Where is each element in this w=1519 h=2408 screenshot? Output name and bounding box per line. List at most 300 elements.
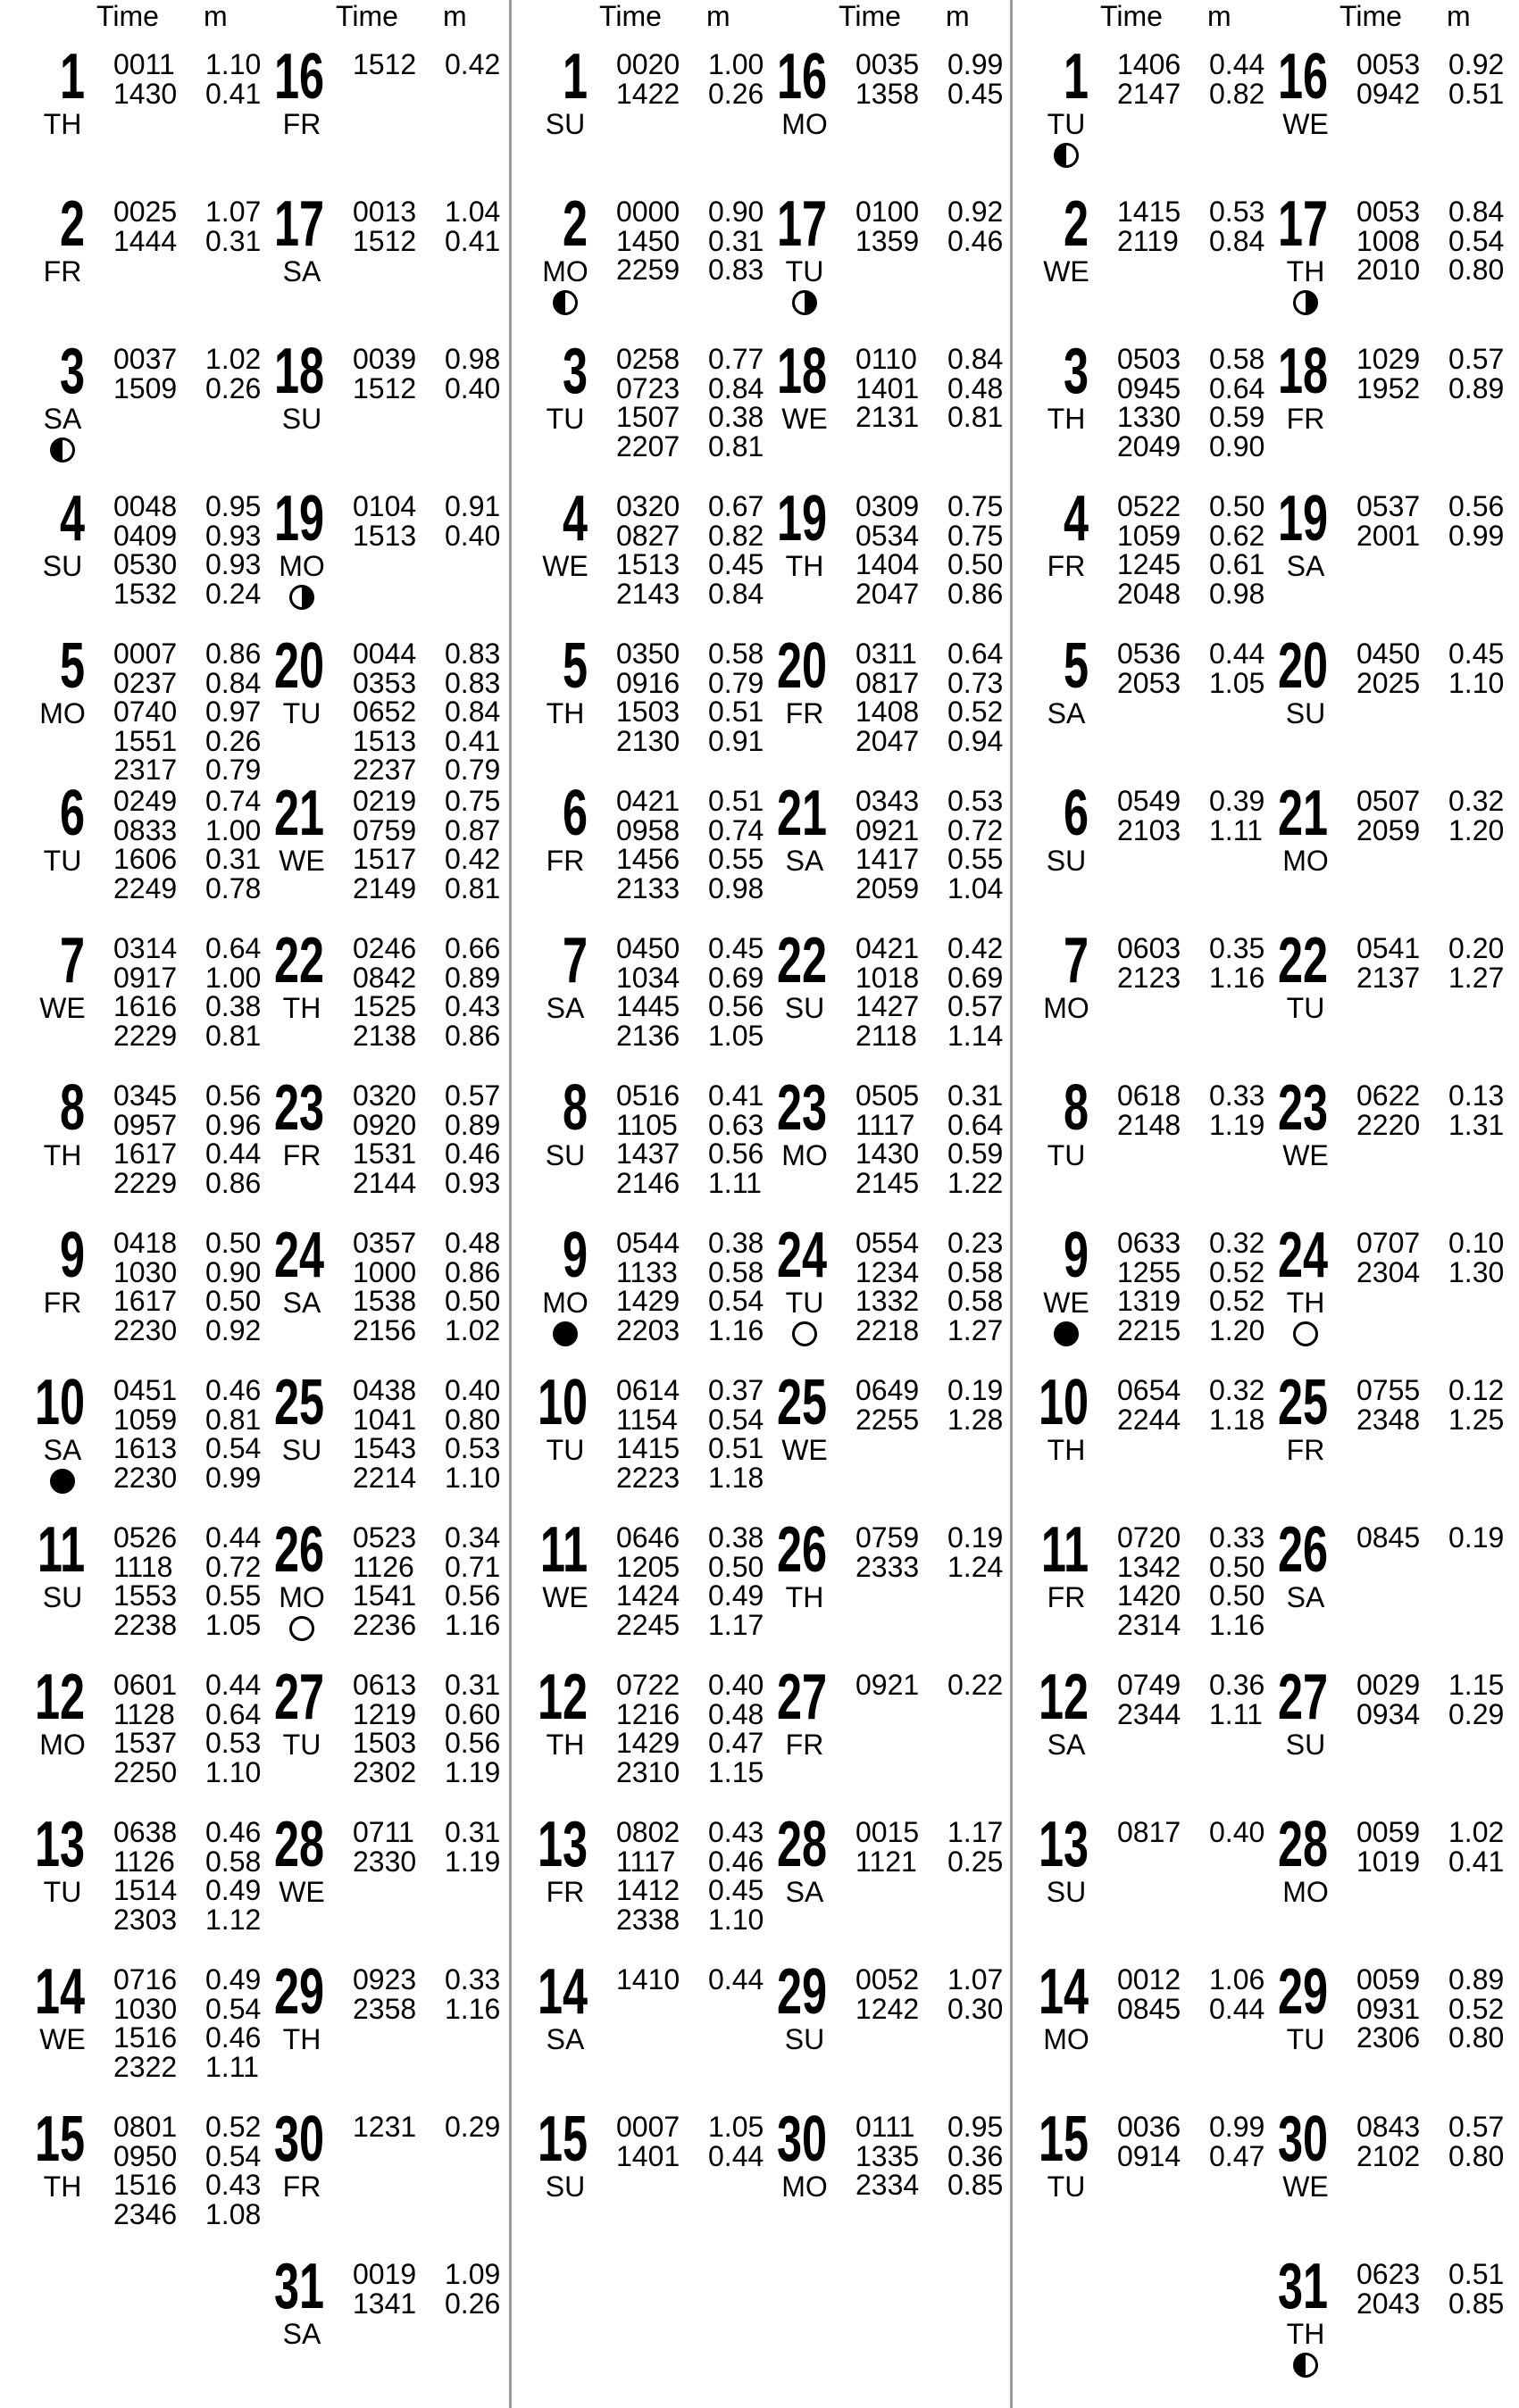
day-number: 21 xyxy=(776,778,827,849)
tide-height: 0.84 xyxy=(947,343,1004,375)
weekday-label: TH xyxy=(43,1139,82,1171)
tide-time: 0931 xyxy=(1356,1992,1421,2025)
tide-height: 0.81 xyxy=(445,871,501,904)
tide-time: 1234 xyxy=(855,1255,920,1288)
tide-time: 1617 xyxy=(113,1285,178,1317)
tide-time: 1429 xyxy=(616,1727,680,1759)
tide-height: 0.31 xyxy=(947,1079,1004,1112)
tide-time: 1245 xyxy=(1117,548,1181,580)
tide-time: 0723 xyxy=(616,371,680,404)
day-number: 29 xyxy=(1277,1956,1328,2028)
tide-height: 1.00 xyxy=(708,48,764,80)
tide-time: 0740 xyxy=(113,696,178,728)
tide-time: 0039 xyxy=(353,343,417,375)
weekday-label: FR xyxy=(1286,403,1325,435)
day-entry xyxy=(239,1514,501,1652)
day-entry xyxy=(239,2251,501,2388)
tide-height: 0.43 xyxy=(445,990,501,1022)
tide-time: 2145 xyxy=(855,1166,920,1199)
tide-height: 0.49 xyxy=(205,1963,262,1996)
weekday-label: SA xyxy=(546,2023,585,2055)
tide-height: 0.20 xyxy=(1448,932,1505,964)
tide-time: 0618 xyxy=(1117,1079,1181,1112)
tide-time: 0320 xyxy=(353,1079,417,1112)
last-quarter-moon-icon xyxy=(1293,2353,1318,2378)
weekday-label: FR xyxy=(43,255,82,287)
weekday-label: TH xyxy=(1047,1434,1086,1466)
tide-height: 1.28 xyxy=(947,1403,1004,1436)
tide-height: 0.93 xyxy=(205,519,262,552)
day-entry xyxy=(239,483,501,621)
tide-height: 0.45 xyxy=(1448,637,1505,670)
tide-time: 0958 xyxy=(616,813,680,846)
tide-time: 2103 xyxy=(1117,813,1181,846)
new-moon-icon xyxy=(50,1469,75,1494)
tide-time: 0842 xyxy=(353,961,417,994)
weekday-label: TU xyxy=(1286,992,1325,1024)
weekday-label: SU xyxy=(784,2023,825,2055)
tide-time: 2358 xyxy=(353,1992,417,2025)
day-number: 27 xyxy=(1277,1662,1328,1733)
tide-time: 0035 xyxy=(855,48,920,80)
tide-time: 2043 xyxy=(1356,2287,1421,2320)
tide-time: 1512 xyxy=(353,48,417,80)
day-entry xyxy=(742,2104,1004,2241)
weekday-label: SA xyxy=(1047,697,1086,729)
tide-height: 0.99 xyxy=(1209,2111,1265,2143)
tide-height: 0.32 xyxy=(1448,785,1505,817)
tide-height: 1.10 xyxy=(445,1461,501,1494)
tide-height: 0.72 xyxy=(947,813,1004,846)
tide-time: 2229 xyxy=(113,1019,178,1052)
tide-height: 1.10 xyxy=(205,48,262,80)
tide-height: 0.86 xyxy=(445,1255,501,1288)
tide-time: 2053 xyxy=(1117,666,1181,699)
tide-height: 0.82 xyxy=(1209,77,1265,110)
tide-height: 0.63 xyxy=(708,1108,764,1141)
tide-time: 0053 xyxy=(1356,196,1421,228)
day-number: 12 xyxy=(34,1662,85,1733)
day-entry xyxy=(0,1220,262,1357)
weekday-label: SA xyxy=(546,992,585,1024)
tide-time: 2317 xyxy=(113,754,178,786)
day-entry xyxy=(239,336,501,473)
tide-time: 0957 xyxy=(113,1108,178,1141)
day-number: 14 xyxy=(1038,1956,1089,2028)
tide-height: 0.10 xyxy=(1448,1227,1505,1259)
tide-time: 2130 xyxy=(616,724,680,757)
tide-height: 0.92 xyxy=(947,196,1004,228)
weekday-label: SU xyxy=(42,1581,83,1613)
time-column-header: Time xyxy=(839,0,901,32)
tide-time: 1503 xyxy=(616,696,680,728)
tide-time: 2148 xyxy=(1117,1108,1181,1141)
tide-height: 0.86 xyxy=(205,637,262,670)
tide-height: 1.04 xyxy=(445,196,501,228)
tide-time: 0652 xyxy=(353,696,417,728)
tide-height: 1.16 xyxy=(1209,1608,1265,1641)
tide-height: 0.78 xyxy=(205,871,262,904)
day-number: 20 xyxy=(1277,630,1328,702)
tide-time: 1128 xyxy=(113,1697,175,1730)
tide-height: 0.50 xyxy=(205,1227,262,1259)
tide-time: 2133 xyxy=(616,871,680,904)
tide-time: 2244 xyxy=(1117,1403,1181,1436)
tide-time: 0007 xyxy=(113,637,178,670)
weekday-label: TU xyxy=(43,845,82,877)
tide-time: 0843 xyxy=(1356,2111,1421,2143)
weekday-label: TU xyxy=(785,255,824,287)
tide-time: 1117 xyxy=(855,1108,915,1141)
tide-time: 2001 xyxy=(1356,519,1421,552)
tide-time: 2334 xyxy=(855,2169,920,2201)
tide-time: 0544 xyxy=(616,1227,680,1259)
tide-height: 0.45 xyxy=(708,1874,764,1906)
tide-height: 0.52 xyxy=(205,2111,262,2143)
weekday-label: WE xyxy=(279,845,325,877)
tide-height: 1.18 xyxy=(1209,1403,1265,1436)
tide-height: 0.95 xyxy=(205,490,262,522)
tide-height: 0.54 xyxy=(205,1992,262,2025)
tide-height: 1.12 xyxy=(205,1903,262,1936)
day-number: 17 xyxy=(1277,188,1328,260)
tide-time: 0013 xyxy=(353,196,417,228)
tide-height: 0.46 xyxy=(205,1816,262,1848)
tide-time: 0914 xyxy=(1117,2139,1181,2172)
day-entry xyxy=(1004,778,1265,915)
tide-height: 0.64 xyxy=(205,932,262,964)
tide-time: 1517 xyxy=(353,843,417,875)
day-entry xyxy=(503,1809,764,1946)
day-number: 9 xyxy=(562,1220,588,1291)
day-number: 23 xyxy=(1277,1072,1328,1144)
weekday-label: WE xyxy=(39,2023,86,2055)
tide-height: 0.53 xyxy=(205,1727,262,1759)
day-number: 6 xyxy=(562,778,588,849)
day-number: 10 xyxy=(537,1367,588,1438)
day-number: 20 xyxy=(776,630,827,702)
new-moon-icon xyxy=(1054,1321,1079,1346)
tide-time: 2131 xyxy=(855,401,920,433)
tide-height: 0.95 xyxy=(947,2111,1004,2143)
day-number: 28 xyxy=(776,1809,827,1880)
tide-height: 0.91 xyxy=(445,490,501,522)
tide-height: 0.45 xyxy=(708,932,764,964)
tide-time: 0759 xyxy=(855,1521,920,1554)
day-number: 6 xyxy=(59,778,85,849)
day-number: 5 xyxy=(1063,630,1089,702)
tide-height: 0.44 xyxy=(205,1669,262,1701)
tide-time: 1617 xyxy=(113,1137,178,1170)
day-number: 26 xyxy=(776,1514,827,1586)
weekday-label: TU xyxy=(282,697,321,729)
day-number: 25 xyxy=(776,1367,827,1438)
tide-time: 0503 xyxy=(1117,343,1181,375)
day-number: 1 xyxy=(562,41,588,112)
day-number: 6 xyxy=(1063,778,1089,849)
tide-time: 1030 xyxy=(113,1255,178,1288)
tide-time: 1513 xyxy=(616,548,680,580)
tide-time: 0720 xyxy=(1117,1521,1181,1554)
tide-time: 0638 xyxy=(113,1816,178,1848)
day-entry xyxy=(239,925,501,1062)
tide-time: 0219 xyxy=(353,785,417,817)
day-entry xyxy=(0,483,262,621)
day-entry xyxy=(239,1367,501,1504)
day-entry xyxy=(1243,2104,1505,2241)
tide-height: 0.86 xyxy=(205,1166,262,1199)
tide-time: 1541 xyxy=(353,1579,417,1612)
day-entry xyxy=(1004,1809,1265,1946)
tide-time: 0019 xyxy=(353,2258,417,2290)
tide-time: 0554 xyxy=(855,1227,920,1259)
tide-height: 0.36 xyxy=(1209,1669,1265,1701)
weekday-label: MO xyxy=(1282,845,1329,877)
tide-time: 0530 xyxy=(113,548,178,580)
day-number: 8 xyxy=(1063,1072,1089,1144)
tide-height: 0.53 xyxy=(1209,196,1265,228)
tide-time: 0320 xyxy=(616,490,680,522)
tide-time: 0603 xyxy=(1117,932,1181,964)
weekday-label: SU xyxy=(281,403,322,435)
tide-time: 1216 xyxy=(616,1697,680,1730)
weekday-label: SU xyxy=(545,108,586,140)
weekday-label: MO xyxy=(39,697,86,729)
day-number: 31 xyxy=(273,2251,324,2322)
tide-height: 0.33 xyxy=(445,1963,501,1996)
tide-height: 1.16 xyxy=(445,1608,501,1641)
time-column-header: Time xyxy=(1340,0,1402,32)
day-number: 30 xyxy=(1277,2104,1328,2175)
tide-height: 0.81 xyxy=(947,401,1004,433)
tide-time: 0716 xyxy=(113,1963,178,1996)
tide-height: 0.42 xyxy=(445,48,501,80)
day-number: 22 xyxy=(273,925,324,996)
tide-height: 0.50 xyxy=(205,1285,262,1317)
weekday-label: SA xyxy=(1047,1729,1086,1761)
day-number: 22 xyxy=(1277,925,1328,996)
tide-height: 0.29 xyxy=(445,2111,501,2143)
tide-time: 1332 xyxy=(855,1285,920,1317)
day-entry xyxy=(503,925,764,1062)
height-column-header: m xyxy=(1207,0,1231,32)
day-entry xyxy=(1243,630,1505,768)
tide-height: 0.50 xyxy=(947,548,1004,580)
weekday-label: SU xyxy=(1046,1876,1087,1908)
tide-height: 0.13 xyxy=(1448,1079,1505,1112)
tide-time: 1509 xyxy=(113,371,178,404)
day-number: 21 xyxy=(1277,778,1328,849)
tide-height: 0.54 xyxy=(205,2139,262,2172)
tide-time: 1512 xyxy=(353,224,417,257)
tide-time: 1029 xyxy=(1356,343,1421,375)
tide-time: 2338 xyxy=(616,1903,680,1936)
tide-time: 0845 xyxy=(1117,1992,1181,2025)
tide-height: 0.75 xyxy=(947,490,1004,522)
tide-height: 0.79 xyxy=(445,754,501,786)
tide-height: 0.45 xyxy=(708,548,764,580)
tide-height: 0.32 xyxy=(1209,1374,1265,1406)
tide-height: 0.59 xyxy=(1209,401,1265,433)
tide-height: 0.46 xyxy=(947,224,1004,257)
tide-height: 0.19 xyxy=(947,1374,1004,1406)
weekday-label: SU xyxy=(42,550,83,582)
day-entry xyxy=(1243,336,1505,473)
tide-time: 1105 xyxy=(616,1108,678,1141)
day-number: 13 xyxy=(34,1809,85,1880)
time-column-header: Time xyxy=(1100,0,1163,32)
tide-height: 1.11 xyxy=(708,1166,762,1199)
last-quarter-moon-icon xyxy=(1054,143,1079,168)
tide-height: 0.44 xyxy=(1209,637,1265,670)
tide-height: 0.85 xyxy=(1448,2287,1505,2320)
tide-time: 1445 xyxy=(616,990,680,1022)
tide-time: 0438 xyxy=(353,1374,417,1406)
tide-height: 0.54 xyxy=(1448,224,1505,257)
day-entry xyxy=(239,1072,501,1210)
tide-time: 2333 xyxy=(855,1550,920,1583)
tide-time: 2218 xyxy=(855,1313,920,1346)
weekday-label: TH xyxy=(282,992,321,1024)
tide-height: 1.27 xyxy=(1448,961,1505,994)
day-number: 8 xyxy=(562,1072,588,1144)
weekday-label: FR xyxy=(1047,1581,1086,1613)
tide-height: 0.64 xyxy=(205,1697,262,1730)
tide-height: 0.44 xyxy=(708,2139,764,2172)
day-number: 27 xyxy=(273,1662,324,1733)
tide-height: 1.10 xyxy=(205,1755,262,1788)
tide-time: 2118 xyxy=(855,1019,917,1052)
day-number: 19 xyxy=(1277,483,1328,554)
tide-time: 0246 xyxy=(353,932,417,964)
day-entry xyxy=(742,1662,1004,1799)
tide-time: 1430 xyxy=(855,1137,920,1170)
tide-time: 1606 xyxy=(113,843,178,875)
tide-height: 1.24 xyxy=(947,1550,1004,1583)
weekday-label: TH xyxy=(43,108,82,140)
tide-height: 0.51 xyxy=(1448,2258,1505,2290)
tide-time: 2245 xyxy=(616,1608,680,1641)
tide-height: 0.72 xyxy=(205,1550,262,1583)
weekday-label: MO xyxy=(781,108,828,140)
day-entry xyxy=(503,1072,764,1210)
tide-time: 1359 xyxy=(855,224,920,257)
tide-time: 1532 xyxy=(113,577,178,610)
day-entry xyxy=(0,1809,262,1946)
day-entry xyxy=(1004,1514,1265,1652)
tide-height: 0.31 xyxy=(708,224,764,257)
tide-height: 0.33 xyxy=(1209,1079,1265,1112)
day-entry xyxy=(1243,2251,1505,2388)
tide-time: 0833 xyxy=(113,813,178,846)
day-entry xyxy=(742,630,1004,768)
tide-height: 0.97 xyxy=(205,696,262,728)
weekday-label: FR xyxy=(546,845,585,877)
day-entry xyxy=(742,188,1004,326)
tide-height: 1.31 xyxy=(1448,1108,1505,1141)
tide-time: 1507 xyxy=(616,401,680,433)
tide-height: 0.84 xyxy=(445,696,501,728)
day-number: 23 xyxy=(273,1072,324,1144)
weekday-label: SA xyxy=(1286,1581,1325,1613)
tide-time: 0633 xyxy=(1117,1227,1181,1259)
weekday-label: WE xyxy=(781,403,828,435)
weekday-label: FR xyxy=(282,1139,321,1171)
tide-time: 1553 xyxy=(113,1579,178,1612)
day-entry xyxy=(742,1956,1004,2094)
tide-height: 0.93 xyxy=(205,548,262,580)
tide-time: 1059 xyxy=(1117,519,1181,552)
weekday-label: MO xyxy=(1043,2023,1089,2055)
tide-time: 1415 xyxy=(616,1432,680,1464)
day-entry xyxy=(1243,188,1505,326)
full-moon-icon xyxy=(289,1616,314,1641)
weekday-label: SA xyxy=(43,403,82,435)
tide-time: 0111 xyxy=(855,2111,915,2143)
tide-height: 0.40 xyxy=(708,1669,764,1701)
tide-height: 0.84 xyxy=(205,666,262,699)
weekday-label: SA xyxy=(785,1876,824,1908)
tide-time: 2048 xyxy=(1117,577,1181,610)
day-entry xyxy=(503,1367,764,1504)
day-entry xyxy=(1243,778,1505,915)
tide-height: 0.54 xyxy=(205,1432,262,1464)
day-entry xyxy=(742,1072,1004,1210)
day-entry xyxy=(742,1220,1004,1357)
tide-time: 2348 xyxy=(1356,1403,1421,1436)
tide-height: 1.19 xyxy=(445,1845,501,1878)
tide-height: 0.44 xyxy=(1209,1992,1265,2025)
day-entry xyxy=(503,1662,764,1799)
tide-height: 1.11 xyxy=(1209,1697,1263,1730)
weekday-label: WE xyxy=(279,1876,325,1908)
tide-height: 1.16 xyxy=(708,1313,764,1346)
day-entry xyxy=(0,1072,262,1210)
tide-time: 2047 xyxy=(855,577,920,610)
day-number: 2 xyxy=(1063,188,1089,260)
tide-time: 0623 xyxy=(1356,2258,1421,2290)
tide-time: 0522 xyxy=(1117,490,1181,522)
tide-time: 2250 xyxy=(113,1755,178,1788)
tide-time: 1154 xyxy=(616,1403,678,1436)
tide-height: 0.26 xyxy=(708,77,764,110)
day-number: 18 xyxy=(776,336,827,407)
tide-height: 0.56 xyxy=(445,1579,501,1612)
tide-height: 0.66 xyxy=(445,932,501,964)
tide-height: 0.56 xyxy=(1448,490,1505,522)
tide-time: 1422 xyxy=(616,77,680,110)
tide-height: 0.98 xyxy=(1209,577,1265,610)
tide-time: 0921 xyxy=(855,813,920,846)
tide-height: 0.58 xyxy=(708,1255,764,1288)
day-entry xyxy=(0,1956,262,2094)
day-entry xyxy=(742,925,1004,1062)
tide-height: 0.50 xyxy=(1209,490,1265,522)
tide-time: 1335 xyxy=(855,2139,920,2172)
tide-height: 0.48 xyxy=(708,1697,764,1730)
day-number: 31 xyxy=(1277,2251,1328,2322)
weekday-label: TU xyxy=(546,1434,585,1466)
day-entry xyxy=(742,483,1004,621)
weekday-label: SA xyxy=(43,1434,82,1466)
day-number: 24 xyxy=(776,1220,827,1291)
tide-time: 0053 xyxy=(1356,48,1421,80)
tide-height: 0.47 xyxy=(1209,2139,1265,2172)
weekday-label: WE xyxy=(39,992,86,1024)
tide-time: 0000 xyxy=(616,196,680,228)
tide-time: 1616 xyxy=(113,990,178,1022)
tide-height: 0.99 xyxy=(1448,519,1505,552)
